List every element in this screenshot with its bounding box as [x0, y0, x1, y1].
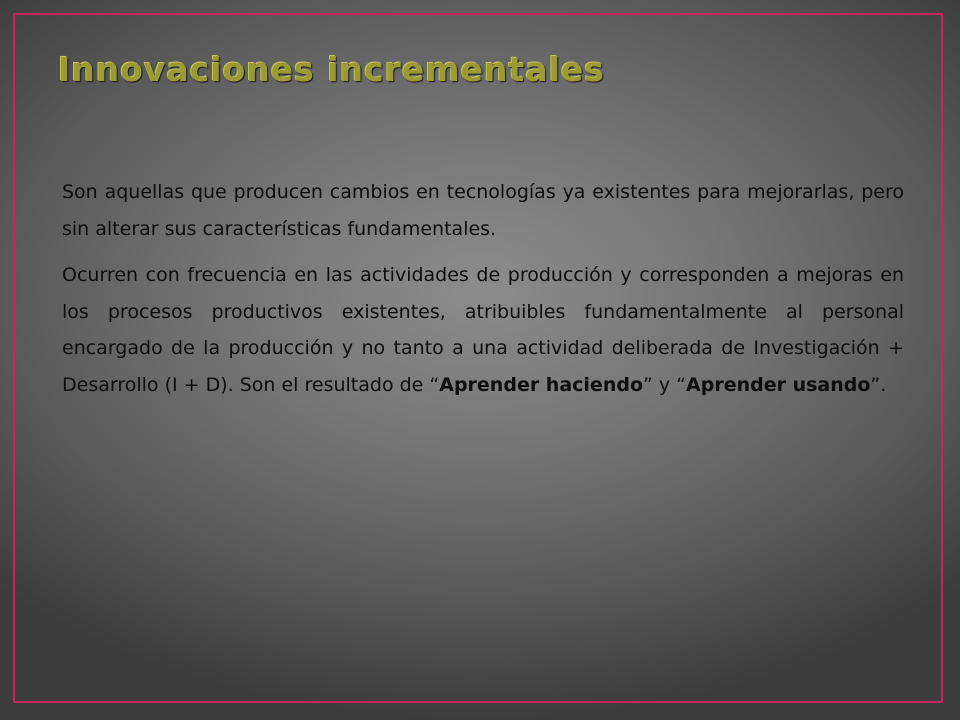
emphasis-aprender-haciendo: Aprender haciendo	[439, 373, 643, 396]
paragraph-description	[62, 257, 904, 403]
emphasis-aprender-usando: Aprender usando	[686, 373, 871, 396]
slide-title: Innovaciones incrementales	[58, 50, 605, 89]
paragraph-definition: Son aquellas que producen cambios en tecnologías ya existentes para mejorarlas, pero sin alterar sus características fundamentales.	[62, 181, 904, 240]
paragraph-description-text: Ocurren con frecuencia en las actividades de producción y corresponden a mejoras en los procesos productivos existentes, atribuibles fundamentalmente al personal encargado de la producción y no tanto a una actividad deliberada de Investigación + Desarrollo (I + D). Son el resultado de	[62, 264, 904, 396]
closing-quote: ”.	[870, 373, 887, 396]
open-quote: “	[429, 373, 440, 396]
slide-body	[62, 174, 904, 414]
quote-connector: ” y “	[643, 373, 687, 396]
